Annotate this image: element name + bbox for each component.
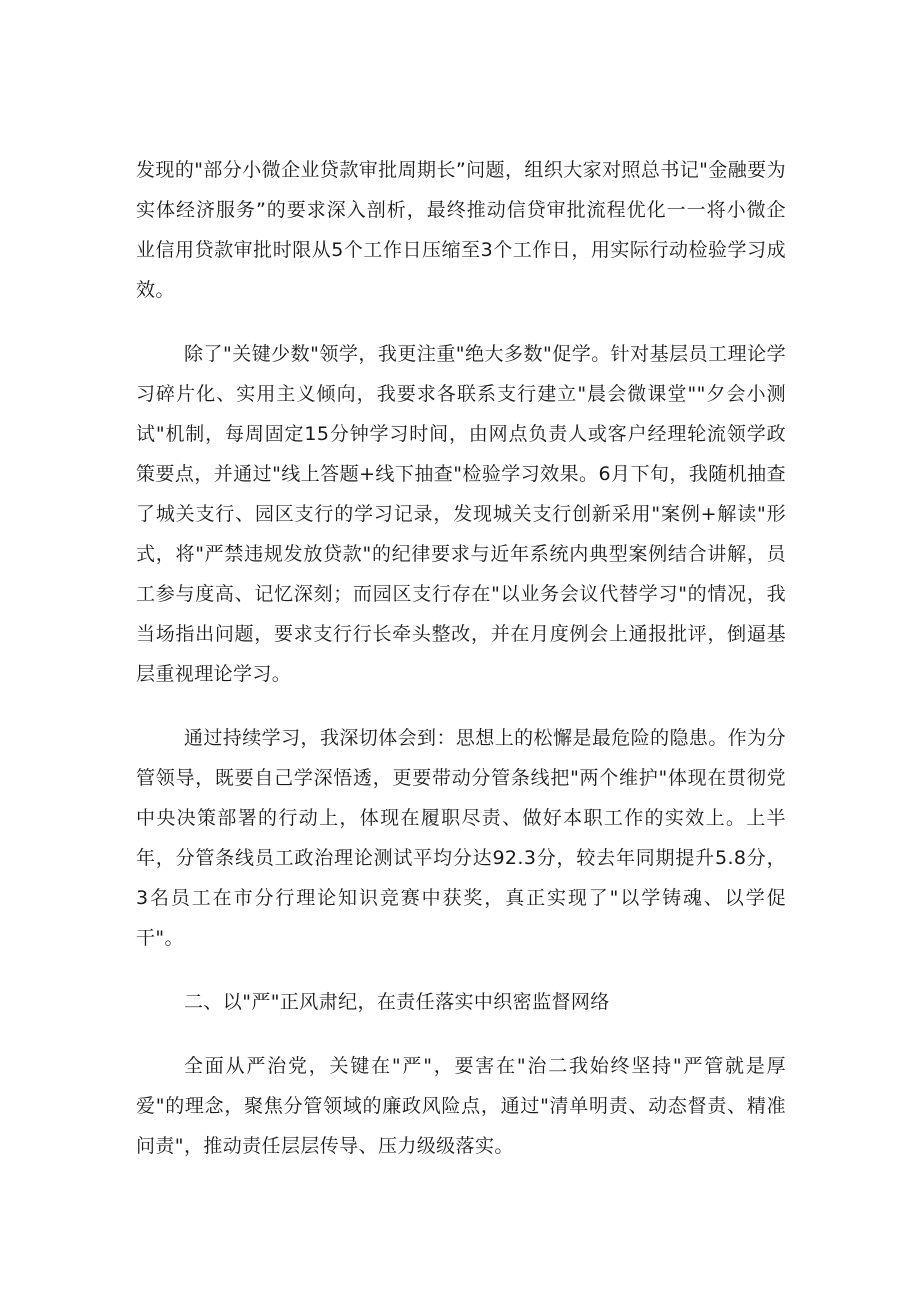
paragraph-strict-governance: 全面从严治党，关键在"严"，要害在"治二我始终坚持"严管就是厚爱"的理念，聚焦分管领域的廉政风险点，通过"清单明责、动态督责、精准问责"，推动责任层层传导、压力级级落实。 — [136, 1055, 786, 1157]
paragraph-grassroots-learning: 除了"关键少数"领学，我更注重"绝大多数"促学。针对基层员工理论学习碎片化、实用主义倾向，我要求各联系支行建立"晨会微课堂""夕会小测试"机制，每周固定15分钟学习时间，由网点负责人或客户经理轮流领学政策要点，并通过"线上答题+线下抽查"检验学习效果。6月下旬，我随机抽查了城关支行、园区支行的学习记录，发现城关支行创新采用"案例+解读"形式，将"严禁违规发放贷款"的纪律要求与近年系统内典型案例结合讲解，员工参与度高、记忆深刻；而园区支行存在"以业务会议代替学习"的情况，我当场指出问题，要求支行行长牵头整改，并在月度例会上通报批评，倒逼基层重视理论学习。 — [136, 343, 786, 685]
paragraph-continuation: 发现的"部分小微企业贷款审批周期长”问题，组织大家对照总书记"金融要为实体经济服务”的要求深入剖析，最终推动信贷审批流程优化一一将小微企业信用贷款审批时限从5个工作日压缩至3个工作日，用实际行动检验学习成效。 — [136, 159, 786, 301]
paragraph-learning-reflection: 通过持续学习，我深切体会到：思想上的松懈是最危险的隐患。作为分管领导，既要自己学深悟透，更要带动分管条线把"两个维护"体现在贯彻党中央决策部署的行动上，体现在履职尽责、做好本职工作的实效上。上半年，分管条线员工政治理论测试平均分达92.3分，较去年同期提升5.8分，3名员工在市分行理论知识竞赛中获奖，真正实现了"以学铸魂、以学促干"。 — [136, 727, 786, 949]
document-body — [136, 150, 786, 1190]
section-heading: 二、以"严"正风肃纪，在责任落实中织密监督网络 — [184, 991, 610, 1013]
